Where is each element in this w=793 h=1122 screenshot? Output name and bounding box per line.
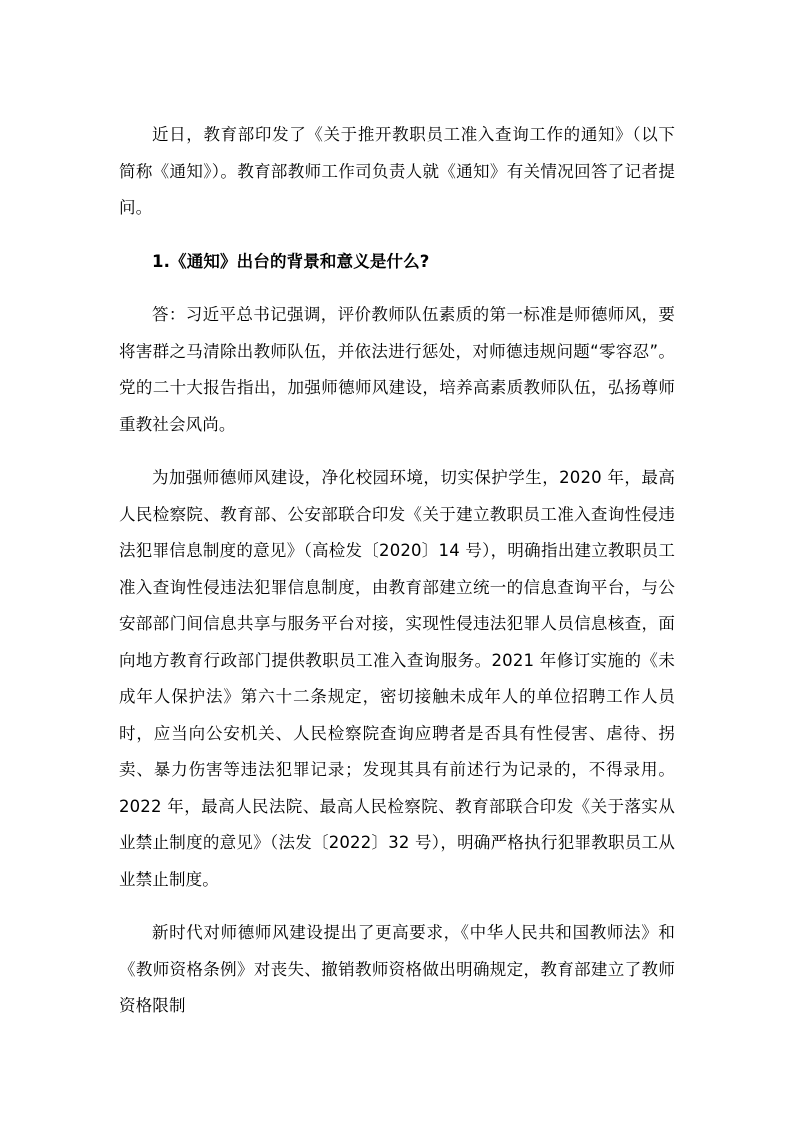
document-body (119, 117, 675, 1025)
requirements-paragraph: 新时代对师德师风建设提出了更高要求，《中华人民共和国教师法》和《教师资格条例》对丧失、撤销教师资格做出明确规定，教育部建立了教师资格限制 (119, 923, 675, 1015)
answer-paragraph: 答：习近平总书记强调，评价教师队伍素质的第一标准是师德师风，要将害群之马清除出教师队伍，并依法进行惩处，对师德违规问题“零容忍”。党的二十大报告指出，加强师德师风建设，培养高素质教师队伍，弘扬尊师重教社会风尚。 (119, 305, 675, 434)
intro-paragraph: 近日，教育部印发了《关于推开教职员工准入查询工作的通知》（以下简称《通知》）。教育部教师工作司负责人就《通知》有关情况回答了记者提问。 (119, 125, 675, 217)
question-heading: 1.《通知》出台的背景和意义是什么? (152, 251, 430, 271)
background-paragraph: 为加强师德师风建设，净化校园环境，切实保护学生，2020 年，最高人民检察院、教育部、公安部联合印发《关于建立教职员工准入查询性侵违法犯罪信息制度的意见》（高检发〔2020〕14 号），明确指出建立教职员工准入查询性侵违法犯罪信息制度，由教育部建立统一的信息查询平台，与公安部部门间信息共享与服务平台对接，实现性侵违法犯罪人员信息核查，面向地方教育行政部门提供教职员工准入查询服务。2021 年修订实施的《未成年人保护法》第六十二条规定，密切接触未成年人的单位招聘工作人员时，应当向公安机关、人民检察院查询应聘者是否具有性侵害、虐待、拐卖、暴力伤害等违法犯罪记录；发现其具有前述行为记录的，不得录用。2022 年，最高人民法院、最高人民检察院、教育部联合印发《关于落实从业禁止制度的意见》（法发〔2022〕32 号），明确严格执行犯罪教职员工从业禁止制度。 (119, 468, 675, 889)
